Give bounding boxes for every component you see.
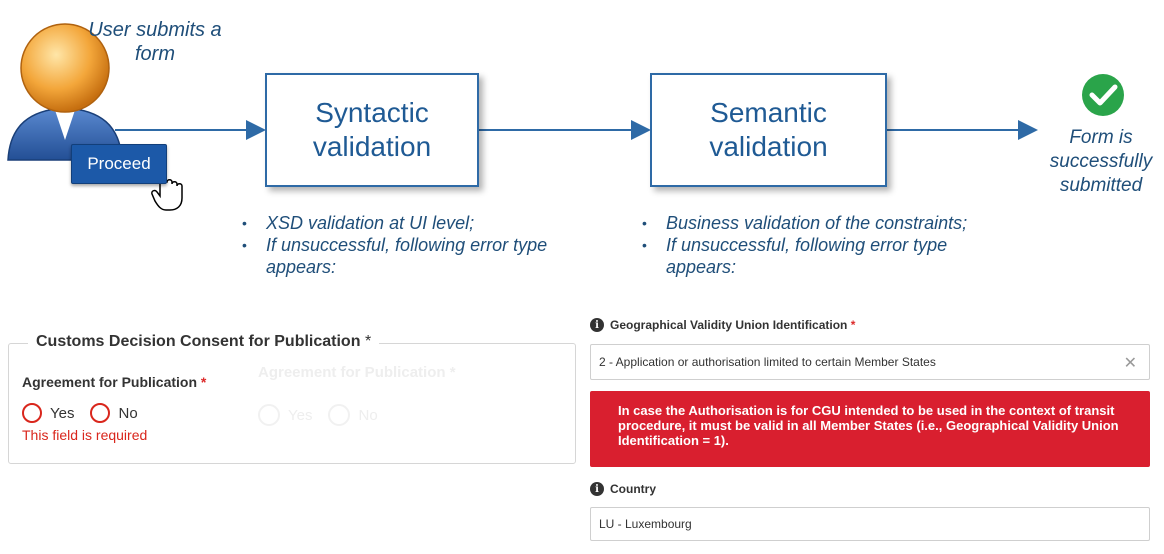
geo-validity-value: 2 - Application or authorisation limited to certain Member States: [599, 355, 936, 369]
ghost-radio-no-label: No: [358, 406, 378, 424]
geo-validity-label-text: Geographical Validity Union Identification: [610, 318, 848, 332]
info-icon: i: [590, 482, 604, 496]
ghost-radio-group: [258, 404, 378, 426]
ghost-radio-yes-label: Yes: [288, 406, 313, 424]
radio-no-label[interactable]: No: [118, 404, 138, 422]
semantic-validation-box: [650, 73, 887, 187]
ghost-required-marker: *: [449, 364, 456, 381]
required-marker: *: [850, 318, 856, 332]
country-label: [590, 482, 656, 496]
syntactic-title: Syntactic validation: [312, 97, 432, 162]
validation-error-alert: In case the Authorisation is for CGU intended to be used in the context of transit procedure, it must be valid in all Member States (i.e., Geographical Validity Union Identification = 1).: [590, 391, 1150, 467]
syntactic-validation-box: [265, 73, 479, 187]
required-marker: *: [200, 374, 207, 390]
info-icon: i: [590, 318, 604, 332]
bullet-item: • Business validation of the constraints;: [638, 212, 998, 234]
syntactic-bullets: [238, 212, 608, 278]
ghost-radio-no: [328, 404, 350, 426]
agreement-label: [22, 374, 206, 390]
ghost-radio-yes: [258, 404, 280, 426]
semantic-bullets: [638, 212, 998, 278]
radio-yes[interactable]: [22, 403, 42, 423]
proceed-button[interactable]: Proceed: [71, 144, 167, 184]
clear-icon[interactable]: ✕: [1123, 355, 1137, 372]
geo-validity-select[interactable]: [590, 344, 1150, 380]
legend-text: Customs Decision Consent for Publication: [36, 333, 361, 350]
required-marker: *: [364, 333, 372, 350]
radio-group: [22, 403, 138, 423]
ghost-agreement-label: [258, 364, 456, 381]
radio-no[interactable]: [90, 403, 110, 423]
agreement-label-text: Agreement for Publication: [22, 374, 198, 390]
success-check-icon: [1082, 74, 1124, 116]
fieldset-legend: [28, 332, 379, 352]
country-value: LU - Luxembourg: [599, 517, 692, 531]
bullet-item: • XSD validation at UI level;: [238, 212, 608, 234]
country-label-text: Country: [610, 482, 656, 496]
field-error-message: This field is required: [22, 427, 148, 443]
ghost-label-text: Agreement for Publication: [258, 364, 446, 381]
bullet-item: • If unsuccessful, following error type appears:: [638, 234, 998, 278]
country-field[interactable]: [590, 507, 1150, 541]
semantic-title: Semantic validation: [709, 97, 828, 162]
bullet-item: • If unsuccessful, following error type appears:: [238, 234, 608, 278]
user-caption: User submits a form: [88, 19, 222, 65]
radio-yes-label[interactable]: Yes: [50, 404, 75, 422]
result-caption: Form is successfully submitted: [1049, 127, 1153, 196]
geo-validity-label: [590, 318, 855, 332]
